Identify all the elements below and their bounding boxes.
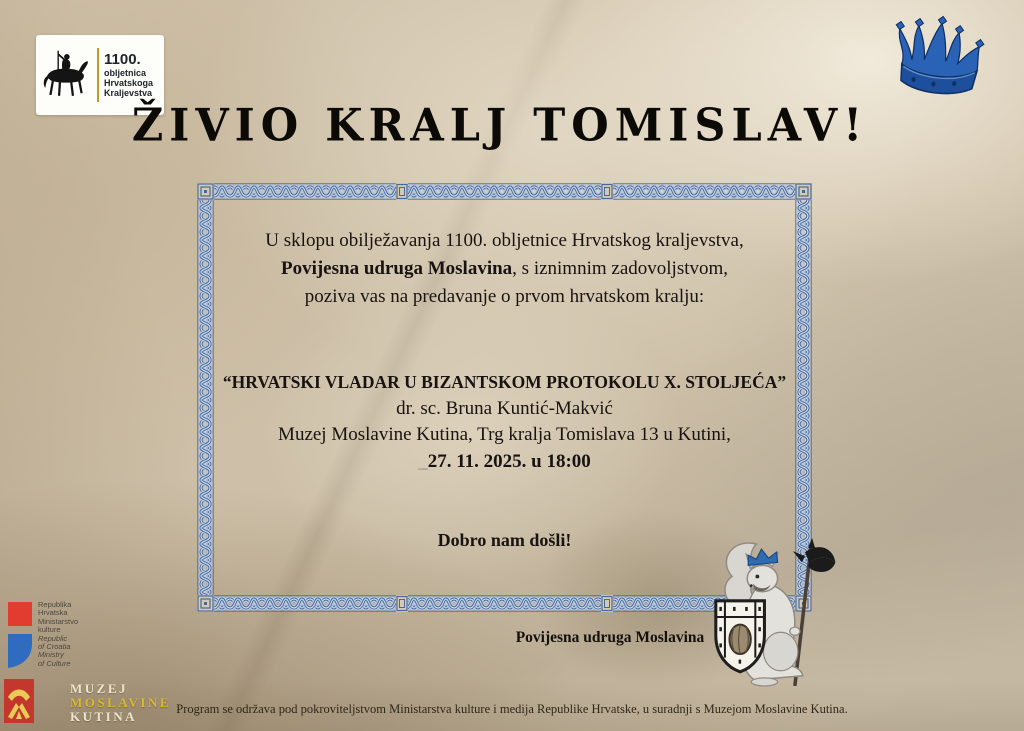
lecture-datetime-text: 27. 11. 2025. u 18:00 — [427, 450, 591, 472]
poster-title: ŽIVIO KRALJ TOMISLAV! — [131, 100, 869, 152]
badge-line: obljetnica — [104, 68, 147, 78]
lecture-details — [214, 369, 795, 475]
badge-number: 1100. — [104, 51, 141, 68]
association-caption: Povijesna udruga Moslavina — [515, 629, 705, 646]
lecture-venue: Muzej Moslavine Kutina, Trg kralja Tomislava 13 u Kutini, — [278, 424, 731, 445]
lecture-title: “HRVATSKI VLADAR U BIZANTSKOM PROTOKOLU X. STOLJEĆA” — [222, 372, 787, 392]
invitation-line-rest: , s iznimnim zadovoljstvom, — [512, 258, 729, 279]
frame-divider-icon — [396, 595, 408, 612]
invitation-line — [214, 255, 795, 283]
lecture-datetime — [214, 449, 795, 476]
blue-crown-icon — [885, 8, 997, 108]
ministry-line: Ministarstvo — [38, 616, 79, 626]
ministry-line: Republika — [38, 600, 72, 609]
ministry-line-en: Ministry — [38, 650, 64, 660]
badge-text — [104, 52, 153, 98]
squirrel-mascot-icon — [697, 538, 840, 690]
frame-divider-icon — [396, 183, 408, 200]
badge-line: Hrvatskoga — [104, 78, 154, 88]
frame-corner-icon — [795, 183, 812, 200]
association-name-bold: Povijesna udruga Moslavina — [280, 258, 513, 279]
lecture-speaker: dr. sc. Bruna Kuntić-Makvić — [396, 397, 613, 419]
ministry-text-block — [38, 601, 78, 668]
invitation-line: U sklopu obilježavanja 1100. obljetnice Hrvatskog kraljevstva, — [265, 230, 744, 251]
museum-line: KUTINA — [70, 709, 138, 724]
ministry-line-en: of Culture — [38, 658, 71, 668]
museum-line: MUZEJ — [70, 681, 128, 696]
ministry-line: kulture — [38, 625, 61, 635]
frame-corner-icon — [197, 183, 214, 200]
ministry-line-en: of Croatia — [38, 642, 71, 652]
invitation-line: poziva vas na predavanje o prvom hrvatskom kralju: — [304, 286, 705, 307]
badge-line: Kraljevstva — [104, 88, 153, 98]
date-prefix-mark: _ — [418, 450, 428, 472]
frame-border-right — [795, 200, 812, 595]
frame-border-top — [214, 183, 795, 200]
ministry-line: Hrvatska — [38, 608, 68, 618]
museum-line: MOSLAVINE — [70, 695, 172, 710]
king-tomislav-statue-icon — [40, 46, 92, 104]
welcome-line: Dobro nam došli! — [437, 530, 572, 550]
frame-divider-icon — [601, 595, 613, 612]
invitation-paragraph — [214, 227, 795, 311]
frame-divider-icon — [601, 183, 613, 200]
badge-divider — [97, 48, 99, 102]
ministry-of-culture-logo — [6, 600, 36, 678]
frame-corner-icon — [197, 595, 214, 612]
ministry-line-en: Republic — [38, 633, 68, 643]
footer-credits: Program se održava pod pokroviteljstvom Ministarstva kulture i medija Republike Hrvatske, u suradnji s Muzejom Moslavine Kutina. — [176, 702, 848, 716]
frame-border-left — [197, 200, 214, 595]
